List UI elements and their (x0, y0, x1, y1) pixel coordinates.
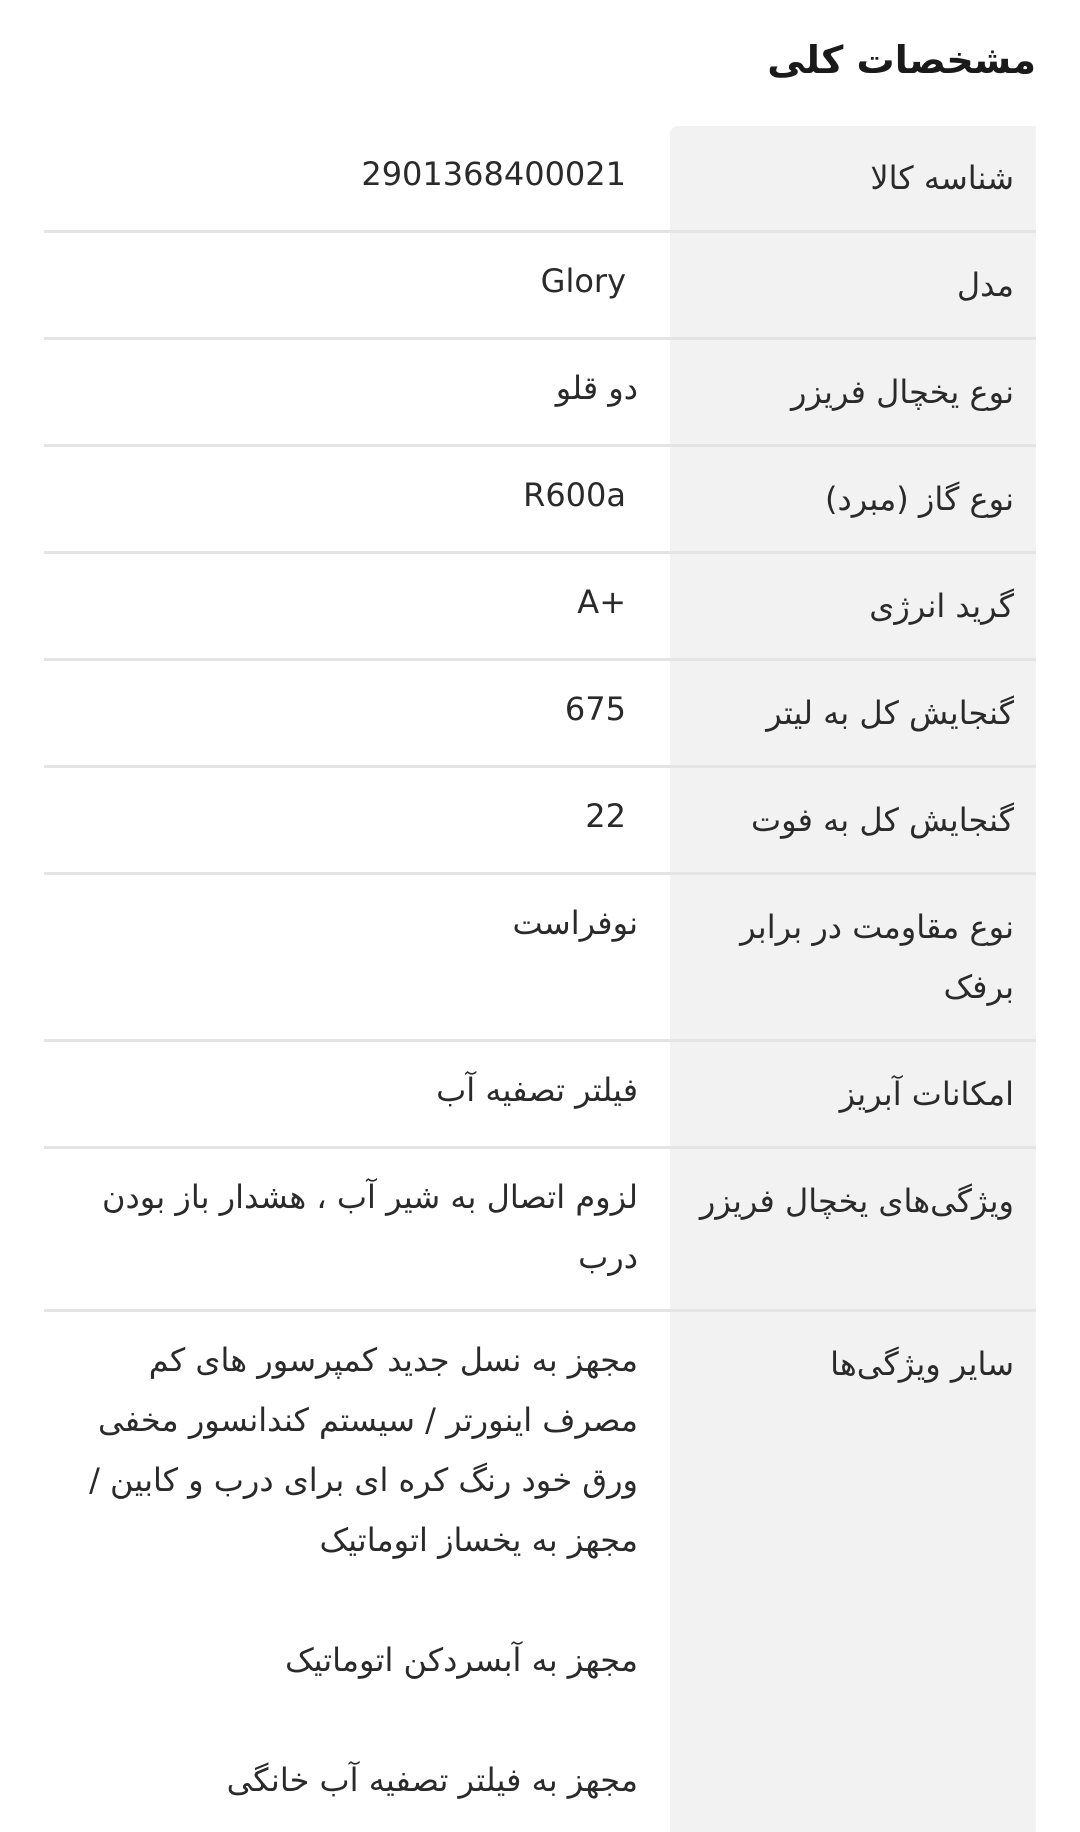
spec-row-water-dispenser (44, 1042, 1036, 1149)
spec-label: شناسه کالا (670, 126, 1036, 230)
spec-value (44, 126, 670, 230)
spec-row-frost-resistance (44, 875, 1036, 1042)
spec-value-text: Glory (540, 262, 626, 300)
spec-value: فیلتر تصفیه آب (436, 1071, 638, 1109)
spec-label: گرید انرژی (670, 554, 1036, 658)
spec-label: مدل (670, 233, 1036, 337)
spec-row-capacity-liters (44, 661, 1036, 768)
spec-row-fridge-type (44, 340, 1036, 447)
spec-value (44, 233, 670, 337)
spec-value-text: 22 (585, 797, 626, 835)
spec-value: لزوم اتصال به شیر آب ، هشدار باز بودن درب (102, 1178, 638, 1276)
spec-value: مجهز به نسل جدید کمپرسور های کم مصرف اینورتر / سیستم کندانسور مخفی ورق خود رنگ کره ای برای درب و کابین / مجهز به یخساز اتوماتیک مجهز به آبسردکن اتوماتیک مجهز به فیلتر تصفیه آب خانگی (89, 1341, 638, 1799)
spec-value (44, 768, 670, 872)
spec-label: گنجایش کل به فوت (670, 768, 1036, 872)
spec-label: سایر ویژگی‌ها (670, 1312, 1036, 1832)
spec-row-fridge-features (44, 1149, 1036, 1312)
section-title: مشخصات کلی (767, 38, 1036, 82)
spec-row-other-features (44, 1312, 1036, 1832)
spec-label: گنجایش کل به لیتر (670, 661, 1036, 765)
spec-row-model (44, 233, 1036, 340)
spec-value (44, 661, 670, 765)
spec-label: نوع مقاومت در برابر برفک (670, 875, 1036, 1039)
spec-row-energy-grade (44, 554, 1036, 661)
spec-value-text: R600a (523, 476, 626, 514)
spec-table (44, 126, 1036, 1832)
spec-label: ویژگی‌های یخچال فریزر (670, 1149, 1036, 1309)
spec-label: امکانات آبریز (670, 1042, 1036, 1146)
spec-value (44, 554, 670, 658)
spec-row-refrigerant (44, 447, 1036, 554)
spec-label: نوع یخچال فریزر (670, 340, 1036, 444)
spec-value-text: 2901368400021 (361, 155, 626, 193)
spec-value (44, 447, 670, 551)
spec-value: نوفراست (512, 904, 638, 942)
spec-row-capacity-feet (44, 768, 1036, 875)
spec-value-text: A+ (577, 583, 626, 621)
spec-value-text: 675 (564, 690, 626, 728)
spec-value: دو قلو (555, 369, 638, 407)
spec-row-product-id (44, 126, 1036, 233)
spec-label: نوع گاز (مبرد) (670, 447, 1036, 551)
